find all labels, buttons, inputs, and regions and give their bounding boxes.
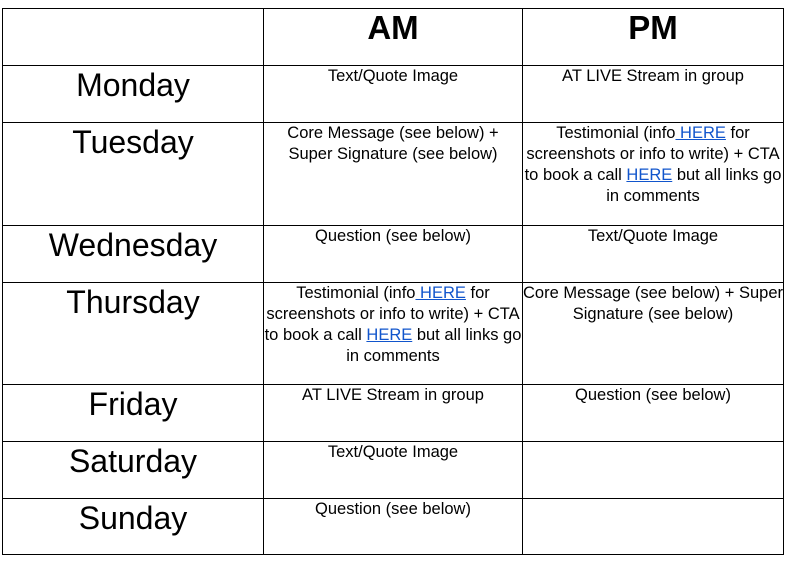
table-row-saturday (3, 442, 784, 499)
testimonial-text: for screenshots or info to write) + CTA to book a call (264, 284, 520, 344)
pm-cell: Question (see below) (523, 385, 784, 442)
table-row-tuesday (3, 123, 784, 226)
testimonial-text: Testimonial (info (556, 124, 676, 142)
testimonial-text: for screenshots or info to write) + CTA to book a call (524, 124, 780, 184)
am-cell: Core Message (see below) + Super Signature (see below) (264, 123, 523, 226)
testimonial-text: but all links go in comments (346, 326, 522, 365)
pm-cell: Core Message (see below) + Super Signature (see below) (523, 283, 784, 385)
book-call-link[interactable]: HERE (626, 166, 673, 184)
day-label: Saturday (3, 442, 264, 499)
am-cell: AT LIVE Stream in group (264, 385, 523, 442)
pm-cell (523, 123, 784, 226)
testimonial-text: but all links go in comments (606, 166, 782, 205)
pm-cell: AT LIVE Stream in group (523, 66, 784, 123)
am-cell: Question (see below) (264, 499, 523, 555)
day-label: Friday (3, 385, 264, 442)
table-row-wednesday (3, 226, 784, 283)
day-label: Tuesday (3, 123, 264, 226)
header-row (3, 9, 784, 66)
table-row-sunday (3, 499, 784, 555)
testimonial-text: Testimonial (info (296, 284, 416, 302)
table-row-friday (3, 385, 784, 442)
header-am: AM (264, 9, 523, 66)
day-label: Sunday (3, 499, 264, 555)
day-label: Thursday (3, 283, 264, 385)
day-label: Wednesday (3, 226, 264, 283)
day-label: Monday (3, 66, 264, 123)
am-cell: Question (see below) (264, 226, 523, 283)
table-row-thursday (3, 283, 784, 385)
header-pm: PM (523, 9, 784, 66)
weekly-schedule-table (2, 8, 784, 555)
book-call-link[interactable]: HERE (366, 326, 413, 344)
table-row-monday (3, 66, 784, 123)
testimonial-info-link[interactable]: HERE (415, 284, 466, 302)
pm-cell (523, 442, 784, 499)
am-cell: Text/Quote Image (264, 442, 523, 499)
testimonial-info-link[interactable]: HERE (675, 124, 726, 142)
header-corner-cell (3, 9, 264, 66)
am-cell: Text/Quote Image (264, 66, 523, 123)
am-cell (264, 283, 523, 385)
pm-cell (523, 499, 784, 555)
pm-cell: Text/Quote Image (523, 226, 784, 283)
